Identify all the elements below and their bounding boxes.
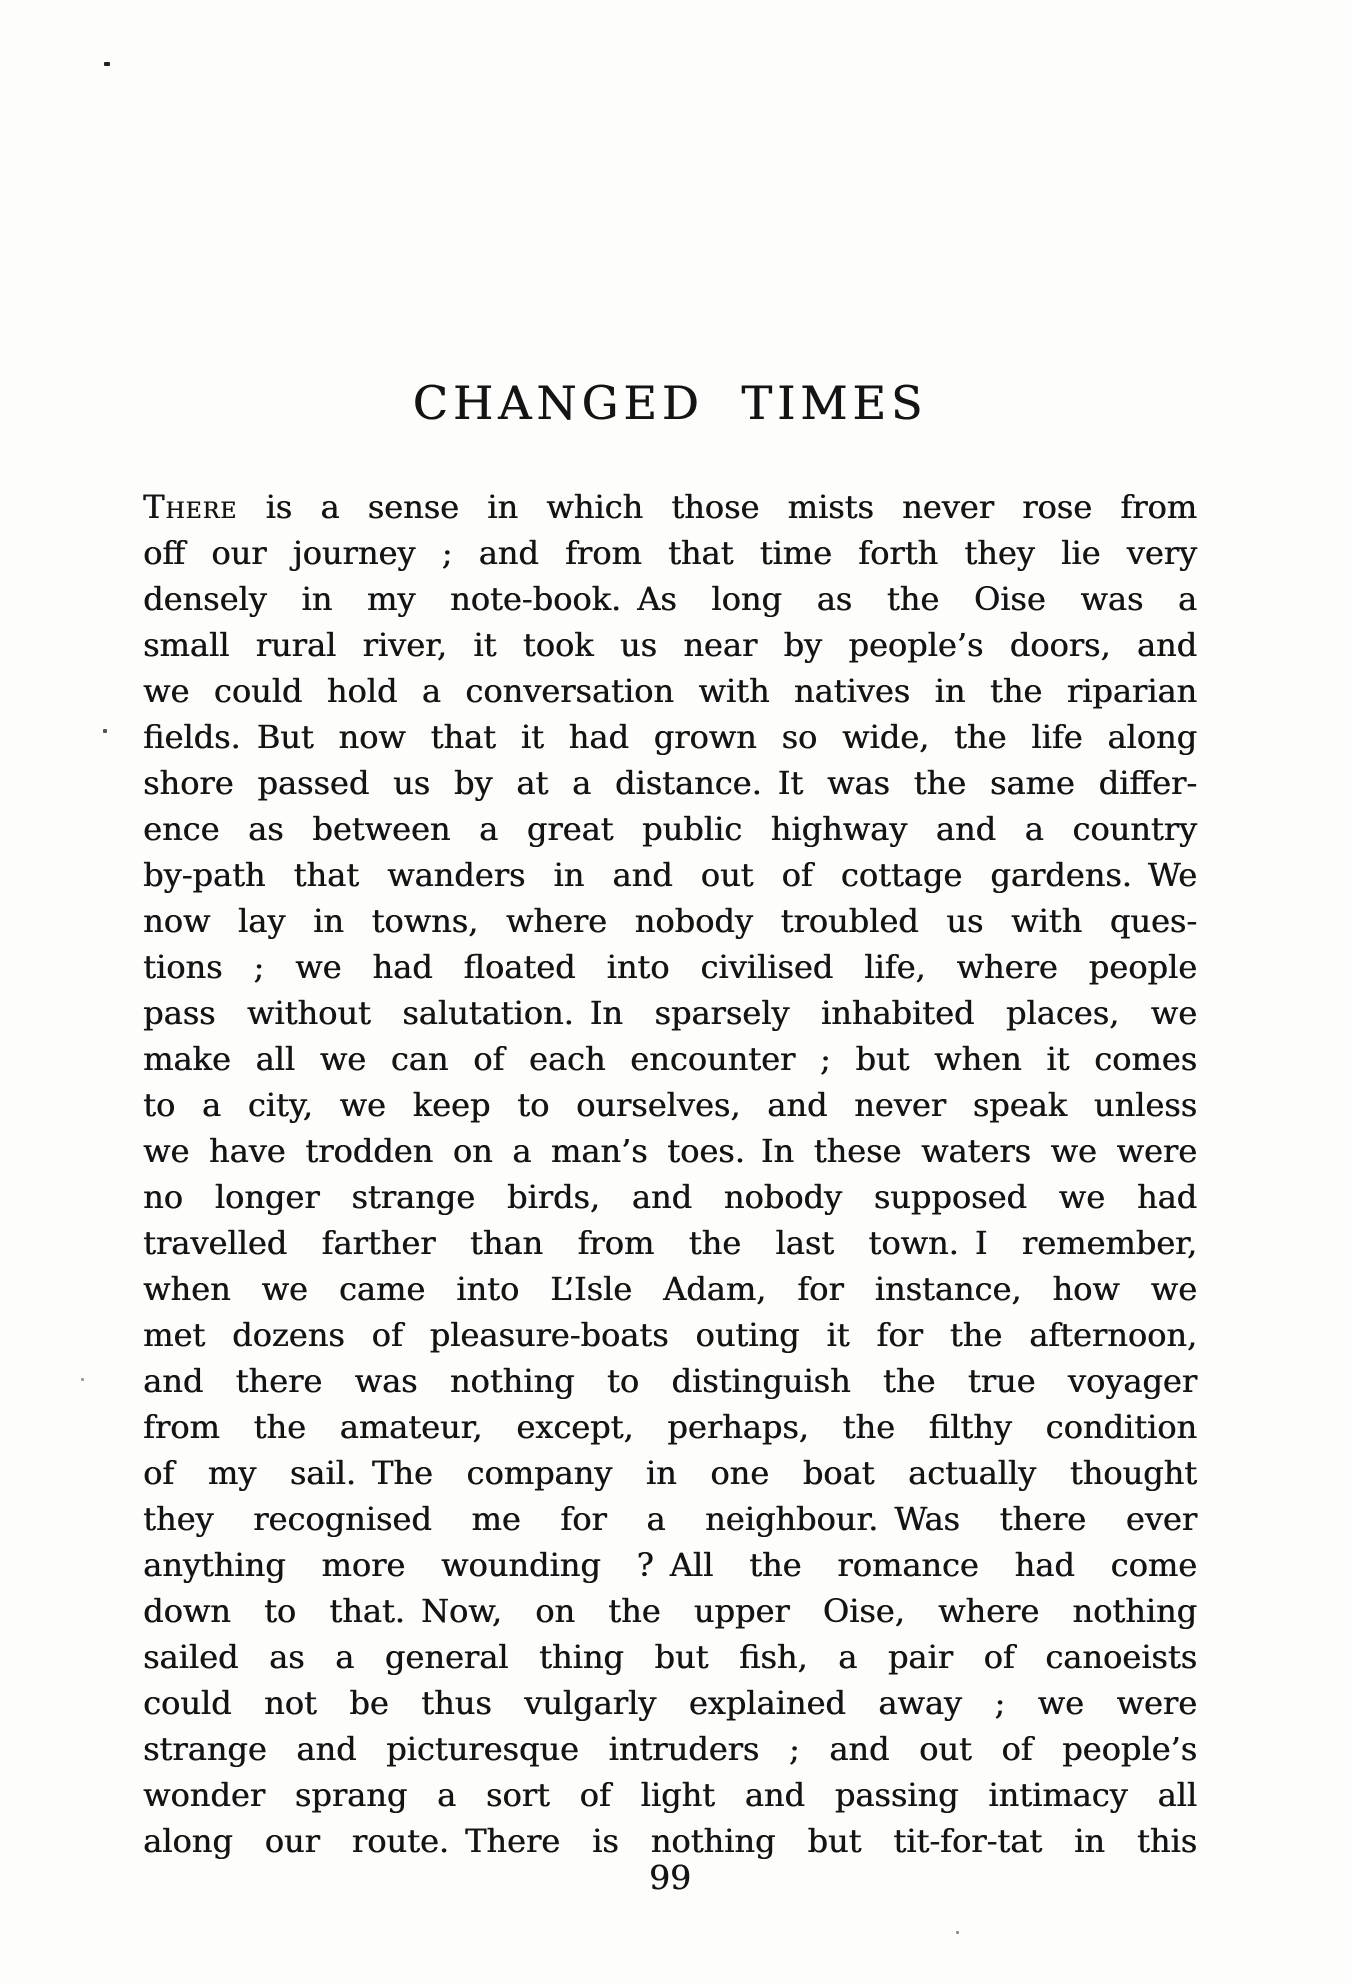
text-line: anything more wounding ? All the romance had come — [143, 1546, 1197, 1584]
text-line: when we came into L’Isle Adam, for instance, how we — [143, 1270, 1197, 1308]
text-line: densely in my note-book. As long as the Oise was a — [143, 580, 1197, 618]
text-line: to a city, we keep to ourselves, and never speak unless — [143, 1086, 1197, 1124]
text-line: we could hold a conversation with natives in the riparian — [143, 672, 1197, 710]
lead-word: There — [143, 488, 238, 526]
text-line: shore passed us by at a distance. It was the same differ- — [143, 764, 1197, 802]
scan-speck — [103, 729, 107, 733]
text-line: strange and picturesque intruders ; and out of people’s — [143, 1730, 1197, 1768]
scan-speck — [104, 62, 110, 66]
text-line: off our journey ; and from that time forth they lie very — [143, 534, 1197, 572]
page-number: 99 — [649, 1858, 691, 1897]
text-line: and there was nothing to distinguish the true voyager — [143, 1362, 1197, 1400]
body-text — [143, 484, 1197, 1864]
text-line: now lay in towns, where nobody troubled us with ques- — [143, 902, 1197, 940]
text-line: tions ; we had floated into civilised life, where people — [143, 948, 1197, 986]
text-line: There is a sense in which those mists never rose from — [143, 488, 1197, 526]
text-line: could not be thus vulgarly explained away ; we were — [143, 1684, 1197, 1722]
text-line: along our route. There is nothing but tit-for-tat in this — [143, 1822, 1197, 1860]
text-line: from the amateur, except, perhaps, the filthy condition — [143, 1408, 1197, 1446]
scan-speck — [956, 1931, 959, 1934]
chapter-title: CHANGED TIMES — [412, 376, 928, 430]
text-line: by-path that wanders in and out of cottage gardens. We — [143, 856, 1197, 894]
text-line: sailed as a general thing but fish, a pair of canoeists — [143, 1638, 1197, 1676]
text-line: no longer strange birds, and nobody supposed we had — [143, 1178, 1197, 1216]
text-line: they recognised me for a neighbour. Was there ever — [143, 1500, 1197, 1538]
text-line: wonder sprang a sort of light and passing intimacy all — [143, 1776, 1197, 1814]
text-line: travelled farther than from the last town. I remember, — [143, 1224, 1197, 1262]
text-line: fields. But now that it had grown so wide, the life along — [143, 718, 1197, 756]
text-line: make all we can of each encounter ; but when it comes — [143, 1040, 1197, 1078]
text-line: ence as between a great public highway and a country — [143, 810, 1197, 848]
text-line: of my sail. The company in one boat actually thought — [143, 1454, 1197, 1492]
scan-speck — [81, 1378, 84, 1381]
text-line: pass without salutation. In sparsely inhabited places, we — [143, 994, 1197, 1032]
text-line: small rural river, it took us near by people’s doors, and — [143, 626, 1197, 664]
text-line: down to that. Now, on the upper Oise, where nothing — [143, 1592, 1197, 1630]
text-line: we have trodden on a man’s toes. In these waters we were — [143, 1132, 1197, 1170]
text-line: met dozens of pleasure-boats outing it for the afternoon, — [143, 1316, 1197, 1354]
